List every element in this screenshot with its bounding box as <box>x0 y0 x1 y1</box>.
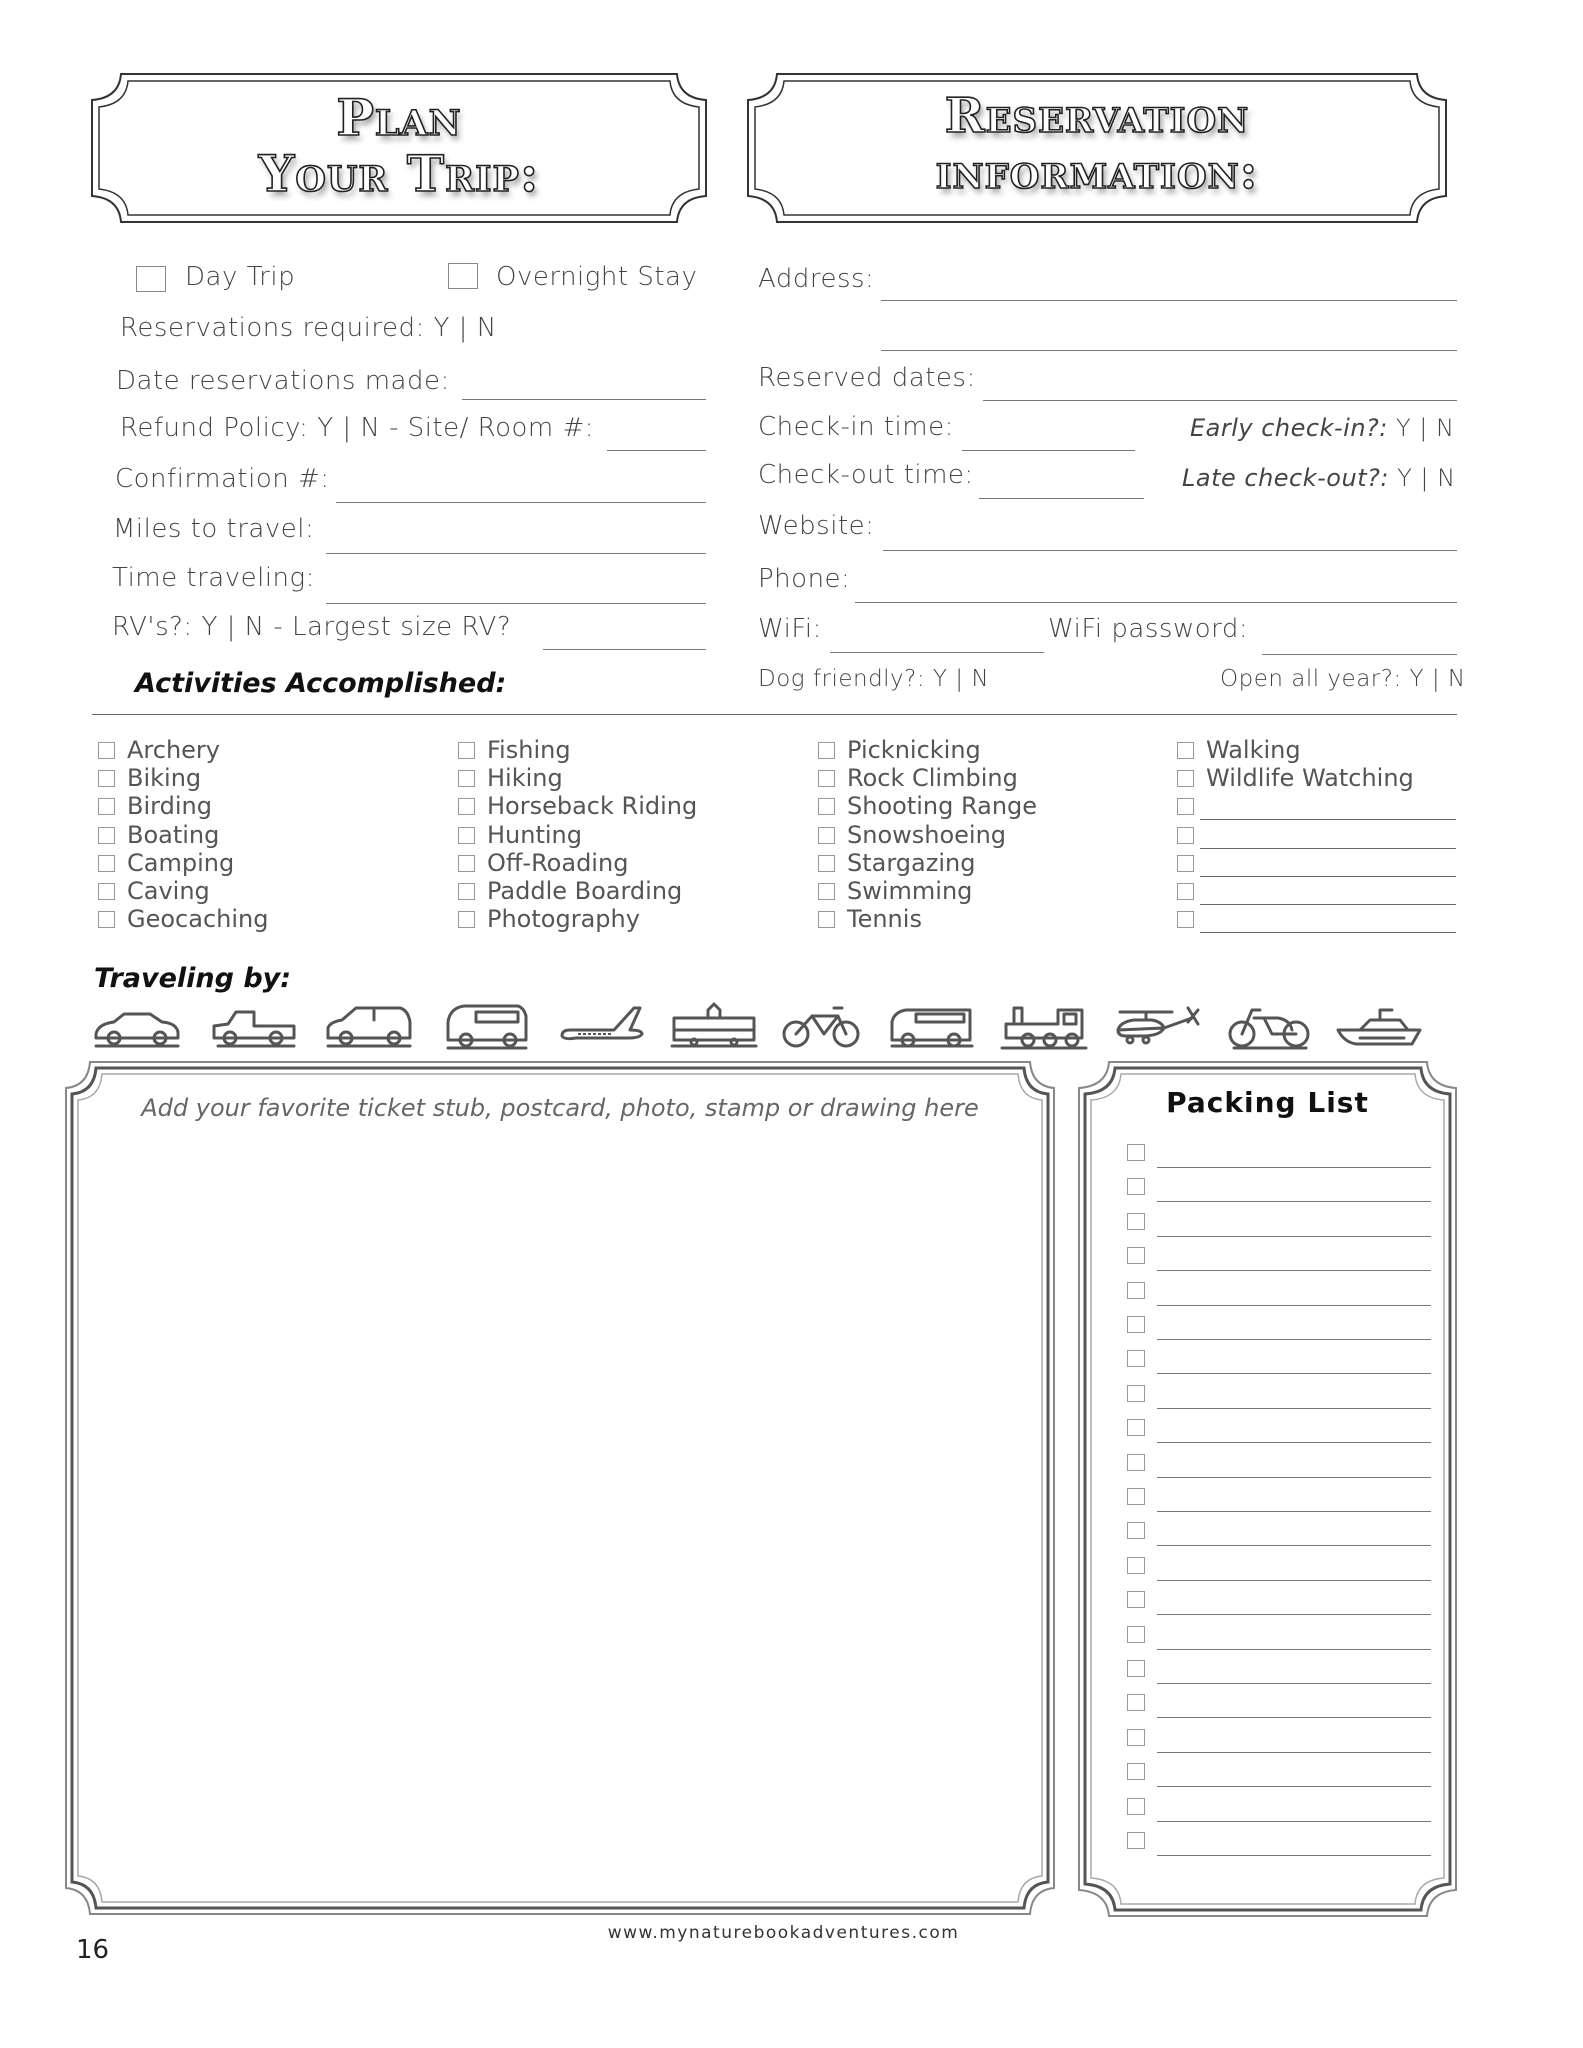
miles-to-travel-field[interactable] <box>326 553 706 554</box>
packing-item-field[interactable] <box>1157 1477 1431 1478</box>
activity-item[interactable] <box>818 905 922 933</box>
bicycle-icon[interactable] <box>776 1000 866 1052</box>
packing-checkbox[interactable] <box>1127 1729 1145 1746</box>
activity-blank-field[interactable] <box>1200 912 1456 933</box>
activity-label: Horseback Riding <box>487 792 698 821</box>
activity-label: Stargazing <box>847 848 976 877</box>
activity-checkbox[interactable] <box>98 883 115 900</box>
overnight-stay-checkbox[interactable] <box>448 263 478 289</box>
packing-checkbox[interactable] <box>1127 1591 1145 1608</box>
packing-list-item[interactable] <box>1115 1383 1435 1417</box>
packing-checkbox[interactable] <box>1127 1454 1145 1471</box>
footer-url-text[interactable]: www.mynaturebookadventures.com <box>607 1923 960 1943</box>
activity-label: Picknicking <box>847 736 981 764</box>
activity-item[interactable] <box>818 792 1037 820</box>
activity-item[interactable] <box>458 849 628 877</box>
packing-item-field[interactable] <box>1157 1167 1431 1168</box>
activity-label: Archery <box>127 736 220 764</box>
date-reservations-made-field[interactable] <box>462 399 706 400</box>
bus-icon[interactable] <box>886 1000 976 1052</box>
rvs-label: RV's?: Y | N - Largest size RV? <box>112 612 512 642</box>
reserved-dates-label: Reserved dates: <box>758 363 976 393</box>
activity-item[interactable] <box>98 764 201 792</box>
packing-list-item[interactable] <box>1115 1348 1435 1382</box>
open-all-year-label: Open all year?: Y | N <box>1220 666 1466 692</box>
packing-checkbox[interactable] <box>1127 1316 1145 1333</box>
website-label: Website: <box>758 511 875 541</box>
activity-label: Paddle Boarding <box>487 877 683 905</box>
plan-your-trip-header <box>86 68 712 228</box>
activity-checkbox[interactable] <box>818 770 835 787</box>
packing-list-item[interactable] <box>1115 1761 1435 1795</box>
activity-item[interactable] <box>818 821 1006 849</box>
packing-list-item[interactable] <box>1115 1142 1435 1176</box>
packing-item-field[interactable] <box>1157 1201 1431 1202</box>
date-reservations-made-label: Date reservations made: <box>116 366 450 396</box>
activity-label: Hunting <box>487 820 582 849</box>
packing-list-item[interactable] <box>1115 1727 1435 1761</box>
time-traveling-label: Time traveling: <box>112 563 315 593</box>
activity-blank-field[interactable] <box>1200 828 1456 849</box>
packing-checkbox[interactable] <box>1127 1350 1145 1367</box>
reservation-title-line1: Reservation <box>944 88 1250 144</box>
activity-item[interactable] <box>98 905 268 933</box>
activity-checkbox[interactable] <box>458 798 475 815</box>
activity-checkbox[interactable] <box>98 770 115 787</box>
packing-item-field[interactable] <box>1157 1786 1431 1787</box>
suv-icon[interactable] <box>324 1000 414 1052</box>
activity-checkbox[interactable] <box>818 798 835 815</box>
day-trip-checkbox[interactable] <box>136 266 166 292</box>
activity-item[interactable] <box>818 849 975 877</box>
packing-list-item[interactable] <box>1115 1417 1435 1451</box>
activity-checkbox[interactable] <box>98 798 115 815</box>
packing-item-field[interactable] <box>1157 1614 1431 1615</box>
packing-list-item[interactable] <box>1115 1555 1435 1589</box>
packing-item-field[interactable] <box>1157 1236 1431 1237</box>
early-check-in-label <box>1190 414 1454 442</box>
packing-list-item[interactable] <box>1115 1796 1435 1830</box>
address-label: Address: <box>758 264 875 294</box>
packing-item-field[interactable] <box>1157 1373 1431 1374</box>
packing-item-field[interactable] <box>1157 1717 1431 1718</box>
activity-checkbox[interactable] <box>1177 855 1194 872</box>
activity-item[interactable] <box>98 792 212 820</box>
activity-checkbox[interactable] <box>98 742 115 759</box>
activity-label: Snowshoeing <box>847 820 1007 849</box>
activity-label: Fishing <box>487 736 571 764</box>
activity-checkbox[interactable] <box>1177 883 1194 900</box>
packing-item-field[interactable] <box>1157 1339 1431 1340</box>
packing-checkbox[interactable] <box>1127 1144 1145 1161</box>
packing-item-field[interactable] <box>1157 1580 1431 1581</box>
activity-item[interactable] <box>458 764 563 792</box>
activity-label: Wildlife Watching <box>1206 764 1414 793</box>
plan-title-line2: Your Trip: <box>258 144 540 203</box>
activity-item[interactable] <box>458 736 571 764</box>
memento-frame <box>62 1058 1058 1918</box>
helicopter-icon[interactable] <box>1112 1000 1202 1052</box>
activity-checkbox[interactable] <box>818 855 835 872</box>
activity-blank-item[interactable] <box>1177 792 1456 820</box>
packing-item-field[interactable] <box>1157 1442 1431 1443</box>
check-out-time-label: Check-out time: <box>758 460 974 490</box>
packing-item-field[interactable] <box>1157 1855 1431 1856</box>
activity-label: Boating <box>127 820 220 849</box>
confirmation-field[interactable] <box>336 502 706 503</box>
late-check-out-label <box>1182 464 1456 492</box>
activity-item[interactable] <box>458 792 697 820</box>
activity-label: Walking <box>1206 736 1301 764</box>
late-check-out-yn: Y | N <box>1397 464 1456 492</box>
activity-label: Shooting Range <box>847 792 1038 821</box>
page-number: 16 <box>76 1935 110 1965</box>
car-icon[interactable] <box>92 1000 182 1052</box>
activity-checkbox[interactable] <box>458 855 475 872</box>
packing-checkbox[interactable] <box>1127 1763 1145 1780</box>
packing-checkbox[interactable] <box>1127 1832 1145 1849</box>
check-in-time-label: Check-in time: <box>758 412 954 442</box>
packing-checkbox[interactable] <box>1127 1282 1145 1299</box>
activity-blank-field[interactable] <box>1200 799 1456 820</box>
wifi-label: WiFi: <box>758 614 822 644</box>
packing-list-item[interactable] <box>1115 1830 1435 1864</box>
activity-item[interactable] <box>458 877 682 905</box>
activity-item[interactable] <box>98 877 210 905</box>
dog-friendly-label: Dog friendly?: Y | N <box>758 666 990 692</box>
activity-item[interactable] <box>98 849 234 877</box>
packing-list-items <box>1115 1142 1445 1872</box>
footer-url <box>0 1923 1583 1943</box>
packing-checkbox[interactable] <box>1127 1488 1145 1505</box>
activity-checkbox[interactable] <box>458 742 475 759</box>
activity-label: Birding <box>127 792 212 821</box>
activity-item[interactable] <box>98 736 220 764</box>
reserved-dates-field[interactable] <box>983 400 1457 401</box>
packing-list-item[interactable] <box>1115 1589 1435 1623</box>
activity-item[interactable] <box>818 764 1018 792</box>
yacht-icon[interactable] <box>1334 1000 1424 1052</box>
packing-list-title: Packing List <box>1166 1086 1369 1119</box>
activity-label: Tennis <box>847 905 922 934</box>
packing-list-item[interactable] <box>1115 1658 1435 1692</box>
packing-checkbox[interactable] <box>1127 1178 1145 1195</box>
packing-item-field[interactable] <box>1157 1752 1431 1753</box>
wifi-password-field[interactable] <box>1262 654 1457 655</box>
memento-drawing-area[interactable] <box>102 1138 1018 1878</box>
activity-blank-item[interactable] <box>1177 877 1456 905</box>
memento-caption: Add your favorite ticket stub, postcard, photo, stamp or drawing here <box>141 1094 979 1122</box>
motorcycle-icon[interactable] <box>1224 1000 1314 1052</box>
check-out-time-field[interactable] <box>979 498 1144 499</box>
activity-blank-field[interactable] <box>1200 884 1456 905</box>
packing-list-item[interactable] <box>1115 1486 1435 1520</box>
tram-icon[interactable] <box>668 1000 758 1052</box>
reservation-title-line2: information: <box>935 144 1259 200</box>
late-check-out-text: Late check-out?: <box>1182 464 1389 492</box>
packing-item-field[interactable] <box>1157 1270 1431 1271</box>
traveling-icons-row <box>92 1000 1432 1060</box>
activity-checkbox[interactable] <box>818 827 835 844</box>
packing-list-item[interactable] <box>1115 1280 1435 1314</box>
activity-blank-item[interactable] <box>1177 905 1456 933</box>
day-trip-label: Day Trip <box>185 262 296 292</box>
activity-checkbox[interactable] <box>458 883 475 900</box>
activity-blank-item[interactable] <box>1177 849 1456 877</box>
activity-checkbox[interactable] <box>818 883 835 900</box>
activity-checkbox[interactable] <box>1177 798 1194 815</box>
packing-list-item[interactable] <box>1115 1624 1435 1658</box>
activity-checkbox[interactable] <box>818 911 835 928</box>
refund-policy-label: Refund Policy: Y | N - Site/ Room #: <box>120 413 595 443</box>
activity-checkbox[interactable] <box>98 855 115 872</box>
confirmation-label: Confirmation #: <box>115 464 330 494</box>
packing-item-field[interactable] <box>1157 1511 1431 1512</box>
activity-label: Swimming <box>847 877 973 905</box>
activity-checkbox[interactable] <box>458 770 475 787</box>
time-traveling-field[interactable] <box>326 603 706 604</box>
activity-item[interactable] <box>818 877 972 905</box>
section-divider <box>92 714 1457 715</box>
activity-item[interactable] <box>458 905 640 933</box>
activity-checkbox[interactable] <box>1177 911 1194 928</box>
early-check-in-text: Early check-in?: <box>1190 414 1388 442</box>
packing-list-item[interactable] <box>1115 1245 1435 1279</box>
packing-list-item[interactable] <box>1115 1452 1435 1486</box>
activity-item[interactable] <box>1177 764 1414 792</box>
packing-list-item[interactable] <box>1115 1314 1435 1348</box>
packing-checkbox[interactable] <box>1127 1419 1145 1436</box>
check-in-time-field[interactable] <box>962 450 1135 451</box>
activity-checkbox[interactable] <box>818 742 835 759</box>
packing-list-frame <box>1075 1058 1460 1920</box>
packing-item-field[interactable] <box>1157 1545 1431 1546</box>
address-field-line1[interactable] <box>881 300 1457 301</box>
packing-list-item[interactable] <box>1115 1211 1435 1245</box>
activity-label: Hiking <box>487 764 563 793</box>
activity-label: Camping <box>127 848 235 877</box>
packing-checkbox[interactable] <box>1127 1626 1145 1643</box>
activity-checkbox[interactable] <box>1177 742 1194 759</box>
activity-label: Geocaching <box>127 905 269 934</box>
packing-item-field[interactable] <box>1157 1305 1431 1306</box>
address-field-line2[interactable] <box>881 350 1457 351</box>
traveling-by-heading: Traveling by: <box>94 963 292 994</box>
van-icon[interactable] <box>440 1000 530 1052</box>
train-icon[interactable] <box>998 1000 1088 1052</box>
activity-item[interactable] <box>818 736 981 764</box>
activity-item[interactable] <box>458 821 582 849</box>
activity-label: Off-Roading <box>487 848 629 877</box>
packing-list-item[interactable] <box>1115 1692 1435 1726</box>
packing-checkbox[interactable] <box>1127 1213 1145 1230</box>
phone-label: Phone: <box>758 564 851 594</box>
activity-item[interactable] <box>1177 736 1301 764</box>
phone-field[interactable] <box>855 602 1457 603</box>
packing-item-field[interactable] <box>1157 1821 1431 1822</box>
activity-item[interactable] <box>98 821 219 849</box>
activity-checkbox[interactable] <box>1177 827 1194 844</box>
website-field[interactable] <box>883 550 1457 551</box>
activity-checkbox[interactable] <box>458 911 475 928</box>
packing-checkbox[interactable] <box>1127 1660 1145 1677</box>
activity-label: Photography <box>487 905 640 934</box>
activity-checkbox[interactable] <box>98 911 115 928</box>
site-room-number-field[interactable] <box>607 450 706 451</box>
packing-list-item[interactable] <box>1115 1176 1435 1210</box>
packing-list-item[interactable] <box>1115 1520 1435 1554</box>
reservation-information-header <box>742 68 1452 228</box>
overnight-stay-label: Overnight Stay <box>496 262 698 292</box>
wifi-field[interactable] <box>830 652 1044 653</box>
wifi-password-label: WiFi password: <box>1048 614 1249 644</box>
activity-checkbox[interactable] <box>1177 770 1194 787</box>
packing-checkbox[interactable] <box>1127 1694 1145 1711</box>
activity-checkbox[interactable] <box>458 827 475 844</box>
largest-rv-size-field[interactable] <box>543 649 706 650</box>
early-check-in-yn: Y | N <box>1396 414 1455 442</box>
pickup-truck-icon[interactable] <box>208 1000 298 1052</box>
reservations-required-label: Reservations required: Y | N <box>120 313 497 343</box>
packing-checkbox[interactable] <box>1127 1522 1145 1539</box>
activity-blank-item[interactable] <box>1177 821 1456 849</box>
activities-heading: Activities Accomplished: <box>135 668 507 699</box>
activity-checkbox[interactable] <box>98 827 115 844</box>
activity-label: Biking <box>127 764 202 793</box>
packing-checkbox[interactable] <box>1127 1798 1145 1815</box>
packing-item-field[interactable] <box>1157 1408 1431 1409</box>
packing-item-field[interactable] <box>1157 1683 1431 1684</box>
activity-label: Caving <box>127 877 210 905</box>
plan-title-line1: Plan <box>336 88 462 147</box>
packing-checkbox[interactable] <box>1127 1557 1145 1574</box>
activity-label: Rock Climbing <box>847 764 1018 793</box>
airplane-icon[interactable] <box>556 1000 646 1052</box>
packing-item-field[interactable] <box>1157 1649 1431 1650</box>
packing-checkbox[interactable] <box>1127 1247 1145 1264</box>
miles-to-travel-label: Miles to travel: <box>113 514 315 544</box>
packing-checkbox[interactable] <box>1127 1385 1145 1402</box>
activity-blank-field[interactable] <box>1200 856 1456 877</box>
